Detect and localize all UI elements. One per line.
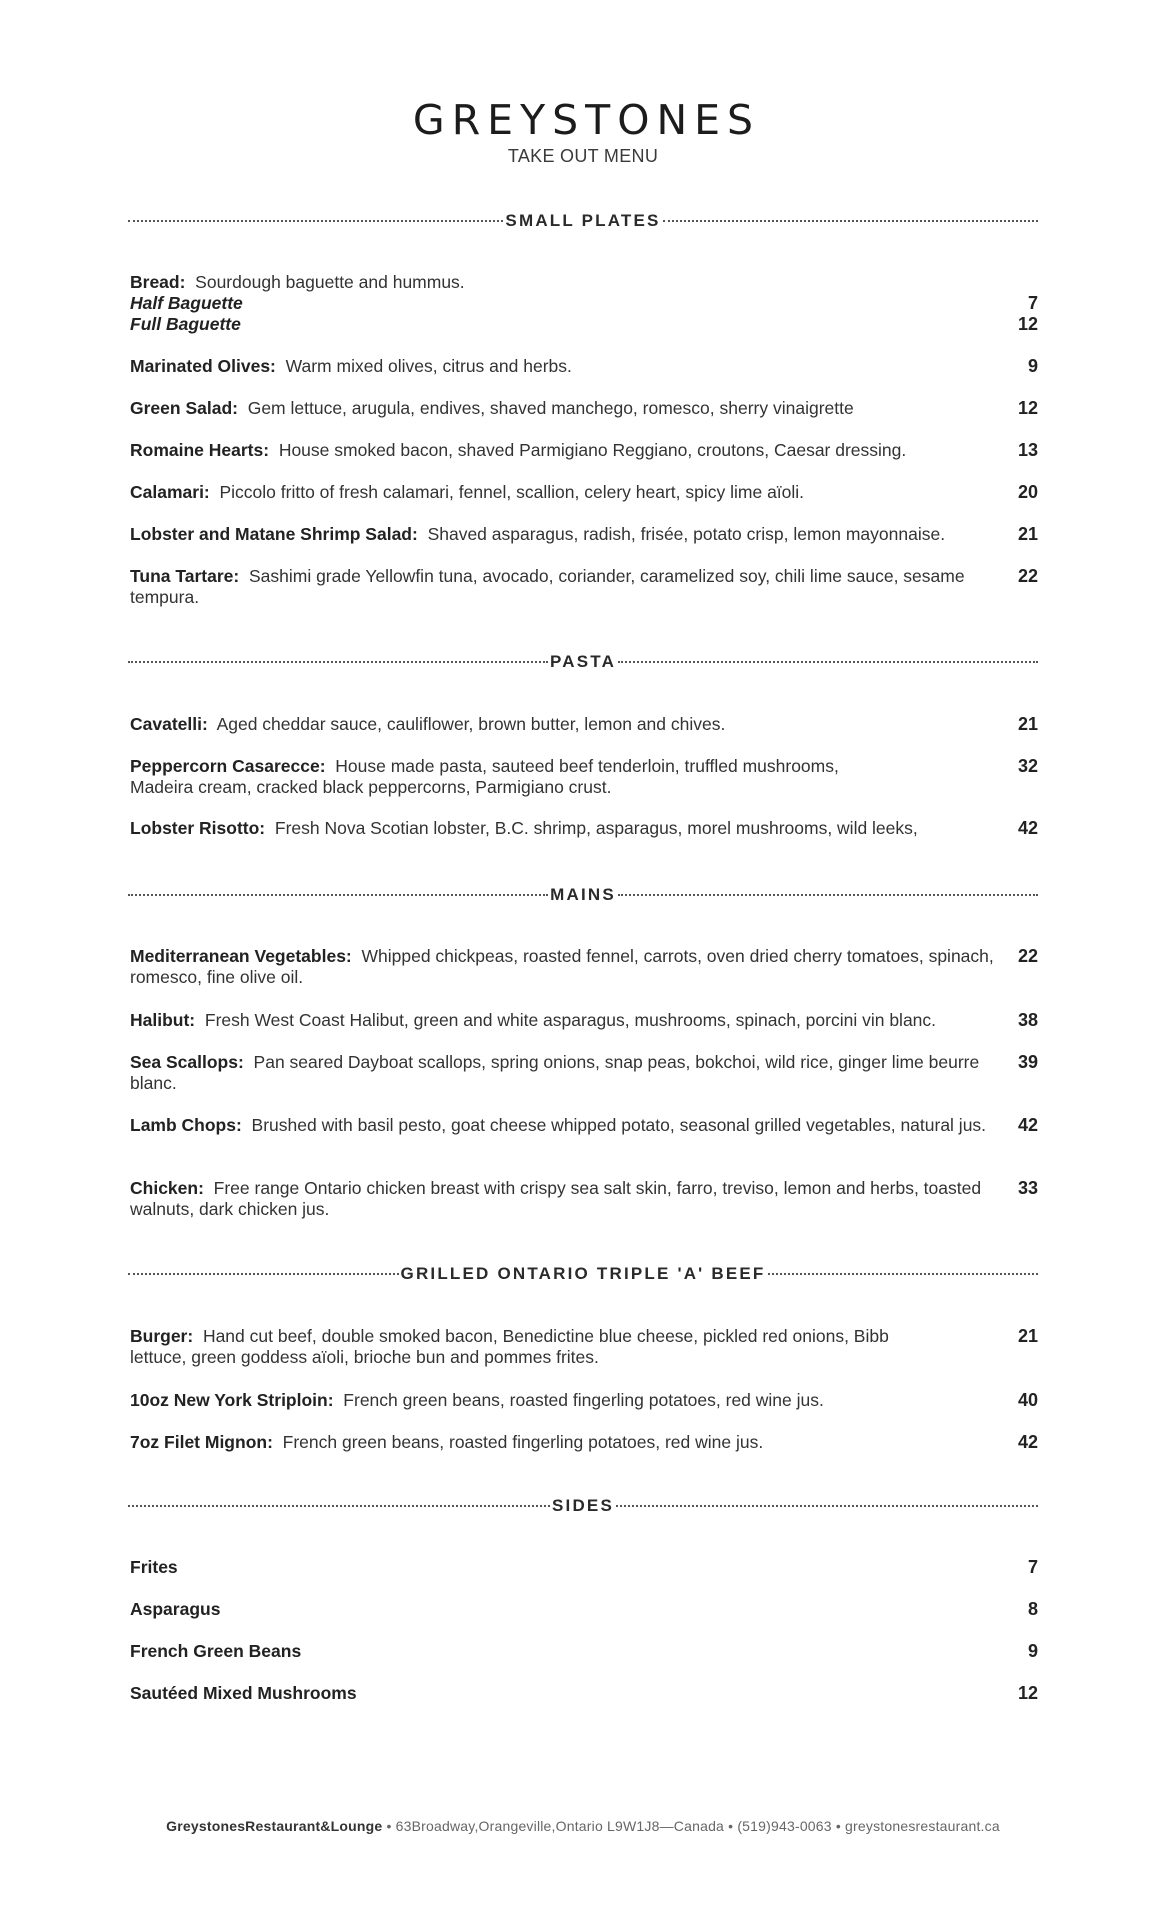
section-title: MAINS — [550, 885, 616, 904]
option-name: Full Baguette — [130, 314, 241, 334]
menu-item-tuna-tartare — [130, 566, 1038, 608]
item-description: Sashimi grade Yellowfin tuna, avocado, coriander, caramelized soy, chili lime sauce, sesame tempura. — [130, 566, 965, 607]
item-name: Lamb Chops: — [130, 1115, 242, 1135]
item-price: 13 — [1017, 440, 1038, 460]
item-option — [130, 314, 1038, 335]
menu-item-lobster-shrimp-salad — [130, 524, 1038, 545]
item-name: Cavatelli: — [130, 714, 208, 734]
item-name: Lobster Risotto: — [130, 818, 266, 838]
item-name: French Green Beans — [130, 1641, 302, 1661]
item-description: Pan seared Dayboat scallops, spring onions, snap peas, bokchoi, wild rice, ginger lime beurre blanc. — [130, 1052, 980, 1093]
item-price: 21 — [1017, 714, 1038, 734]
menu-item-sauteed-mushrooms — [130, 1683, 1038, 1704]
dotted-divider — [618, 894, 1038, 896]
menu-item-lamb-chops — [130, 1115, 1038, 1136]
item-description: House smoked bacon, shaved Parmigiano Reggiano, croutons, Caesar dressing. — [278, 440, 907, 460]
item-price: 21 — [1017, 524, 1038, 544]
restaurant-logo: GREYSTONES — [412, 96, 761, 144]
item-name: Tuna Tartare: — [130, 566, 240, 586]
item-price: 42 — [1017, 818, 1038, 838]
item-price: 32 — [1017, 756, 1038, 776]
item-name: Peppercorn Casarecce: — [130, 756, 326, 776]
item-description: Aged cheddar sauce, cauliflower, brown butter, lemon and chives. — [216, 714, 726, 734]
item-name: Marinated Olives: — [130, 356, 276, 376]
section-title: PASTA — [549, 652, 617, 671]
menu-item-halibut — [130, 1010, 1038, 1031]
footer-details: • 63Broadway,Orangeville,Ontario L9W1J8—Canada • (519)943-0063 • greystonesrestaurant.ca — [382, 1818, 1000, 1834]
item-price: 39 — [1017, 1052, 1038, 1072]
item-price: 42 — [1017, 1115, 1038, 1135]
menu-header — [0, 96, 1166, 167]
footer-restaurant-name: GreystonesRestaurant&Lounge — [166, 1818, 383, 1834]
menu-item-burger — [130, 1326, 1038, 1368]
item-name: Mediterranean Vegetables: — [130, 946, 352, 966]
item-price: 9 — [1027, 1641, 1038, 1661]
section-header-sides — [128, 1494, 1038, 1518]
menu-item-bread — [130, 272, 1038, 335]
item-description: Sourdough baguette and hummus. — [195, 272, 465, 292]
item-price: 38 — [1017, 1010, 1038, 1030]
menu-item-frites — [130, 1557, 1038, 1578]
dotted-divider — [128, 894, 548, 896]
item-name: Sea Scallops: — [130, 1052, 244, 1072]
option-name: Half Baguette — [130, 293, 243, 313]
item-name: Lobster and Matane Shrimp Salad: — [130, 524, 418, 544]
item-name: Green Salad: — [130, 398, 238, 418]
item-description: Gem lettuce, arugula, endives, shaved manchego, romesco, sherry vinaigrette — [247, 398, 854, 418]
menu-item-chicken — [130, 1178, 1038, 1220]
item-price: 42 — [1017, 1432, 1038, 1452]
item-option — [130, 293, 1038, 314]
footer-contact — [0, 1818, 1166, 1834]
option-price: 12 — [1017, 314, 1038, 334]
item-description: Brushed with basil pesto, goat cheese whipped potato, seasonal grilled vegetables, natural jus. — [251, 1115, 987, 1135]
section-header-pasta — [128, 650, 1038, 674]
menu-item-filet-mignon — [130, 1432, 1038, 1453]
item-description: Shaved asparagus, radish, frisée, potato crisp, lemon mayonnaise. — [427, 524, 946, 544]
section-title: SMALL PLATES — [505, 211, 661, 230]
dotted-divider — [128, 1273, 399, 1275]
item-price: 8 — [1027, 1599, 1038, 1619]
item-name: 7oz Filet Mignon: — [130, 1432, 273, 1452]
item-description: Fresh West Coast Halibut, green and white asparagus, mushrooms, spinach, porcini vin blanc. — [204, 1010, 937, 1030]
item-description: Hand cut beef, double smoked bacon, Benedictine blue cheese, pickled red onions, Bibb lettuce, green goddess aïoli, brioche bun and pommes frites. — [130, 1326, 889, 1367]
menu-item-calamari — [130, 482, 1038, 503]
item-price: 22 — [1017, 566, 1038, 586]
item-description: Fresh Nova Scotian lobster, B.C. shrimp, asparagus, morel mushrooms, wild leeks, — [274, 818, 918, 838]
item-name: 10oz New York Striploin: — [130, 1390, 334, 1410]
section-title: SIDES — [551, 1496, 615, 1515]
menu-item-asparagus — [130, 1599, 1038, 1620]
menu-item-marinated-olives — [130, 356, 1038, 377]
item-price: 12 — [1017, 398, 1038, 418]
section-header-small-plates — [128, 209, 1038, 233]
item-description: Warm mixed olives, citrus and herbs. — [285, 356, 572, 376]
item-name: Asparagus — [130, 1599, 221, 1619]
dotted-divider — [618, 661, 1038, 663]
item-description: Free range Ontario chicken breast with crispy sea salt skin, farro, treviso, lemon and herbs, toasted walnuts, dark chicken jus. — [130, 1178, 982, 1219]
item-price: 20 — [1017, 482, 1038, 502]
item-name: Burger: — [130, 1326, 194, 1346]
item-price: 9 — [1027, 356, 1038, 376]
item-price: 40 — [1017, 1390, 1038, 1410]
menu-item-sea-scallops — [130, 1052, 1038, 1094]
section-header-mains — [128, 883, 1038, 907]
menu-item-cavatelli — [130, 714, 1038, 735]
item-description: French green beans, roasted fingerling potatoes, red wine jus. — [343, 1390, 824, 1410]
menu-item-peppercorn-casarecce — [130, 756, 1038, 798]
item-description: French green beans, roasted fingerling potatoes, red wine jus. — [282, 1432, 764, 1452]
section-header-beef — [128, 1262, 1038, 1286]
item-price: 33 — [1017, 1178, 1038, 1198]
dotted-divider — [768, 1273, 1039, 1275]
dotted-divider — [128, 220, 503, 222]
menu-item-romaine-hearts — [130, 440, 1038, 461]
menu-item-mediterranean-vegetables — [130, 946, 1038, 988]
menu-subtitle: TAKE OUT MENU — [507, 146, 659, 166]
item-price: 21 — [1017, 1326, 1038, 1346]
item-price: 7 — [1027, 1557, 1038, 1577]
dotted-divider — [128, 661, 548, 663]
item-name: Chicken: — [130, 1178, 204, 1198]
item-name: Frites — [130, 1557, 178, 1577]
item-price: 22 — [1017, 946, 1038, 966]
item-description: Piccolo fritto of fresh calamari, fennel, scallion, celery heart, spicy lime aïoli. — [219, 482, 805, 502]
menu-item-ny-striploin — [130, 1390, 1038, 1411]
dotted-divider — [616, 1505, 1038, 1507]
item-name: Halibut: — [130, 1010, 196, 1030]
item-description: Whipped chickpeas, roasted fennel, carrots, oven dried cherry tomatoes, spinach, romesco, fine olive oil. — [130, 946, 994, 987]
option-price: 7 — [1027, 293, 1038, 313]
item-name: Calamari: — [130, 482, 210, 502]
dotted-divider — [128, 1505, 550, 1507]
menu-item-french-green-beans — [130, 1641, 1038, 1662]
item-name: Bread: — [130, 272, 186, 292]
item-name: Romaine Hearts: — [130, 440, 270, 460]
dotted-divider — [663, 220, 1038, 222]
menu-item-lobster-risotto — [130, 818, 1038, 839]
section-title: GRILLED ONTARIO TRIPLE 'A' BEEF — [400, 1264, 766, 1283]
item-description: House made pasta, sauteed beef tenderloin, truffled mushrooms, Madeira cream, cracked black peppercorns, Parmigiano crust. — [130, 756, 839, 797]
item-name: Sautéed Mixed Mushrooms — [130, 1683, 357, 1703]
item-price: 12 — [1017, 1683, 1038, 1703]
menu-item-green-salad — [130, 398, 1038, 419]
